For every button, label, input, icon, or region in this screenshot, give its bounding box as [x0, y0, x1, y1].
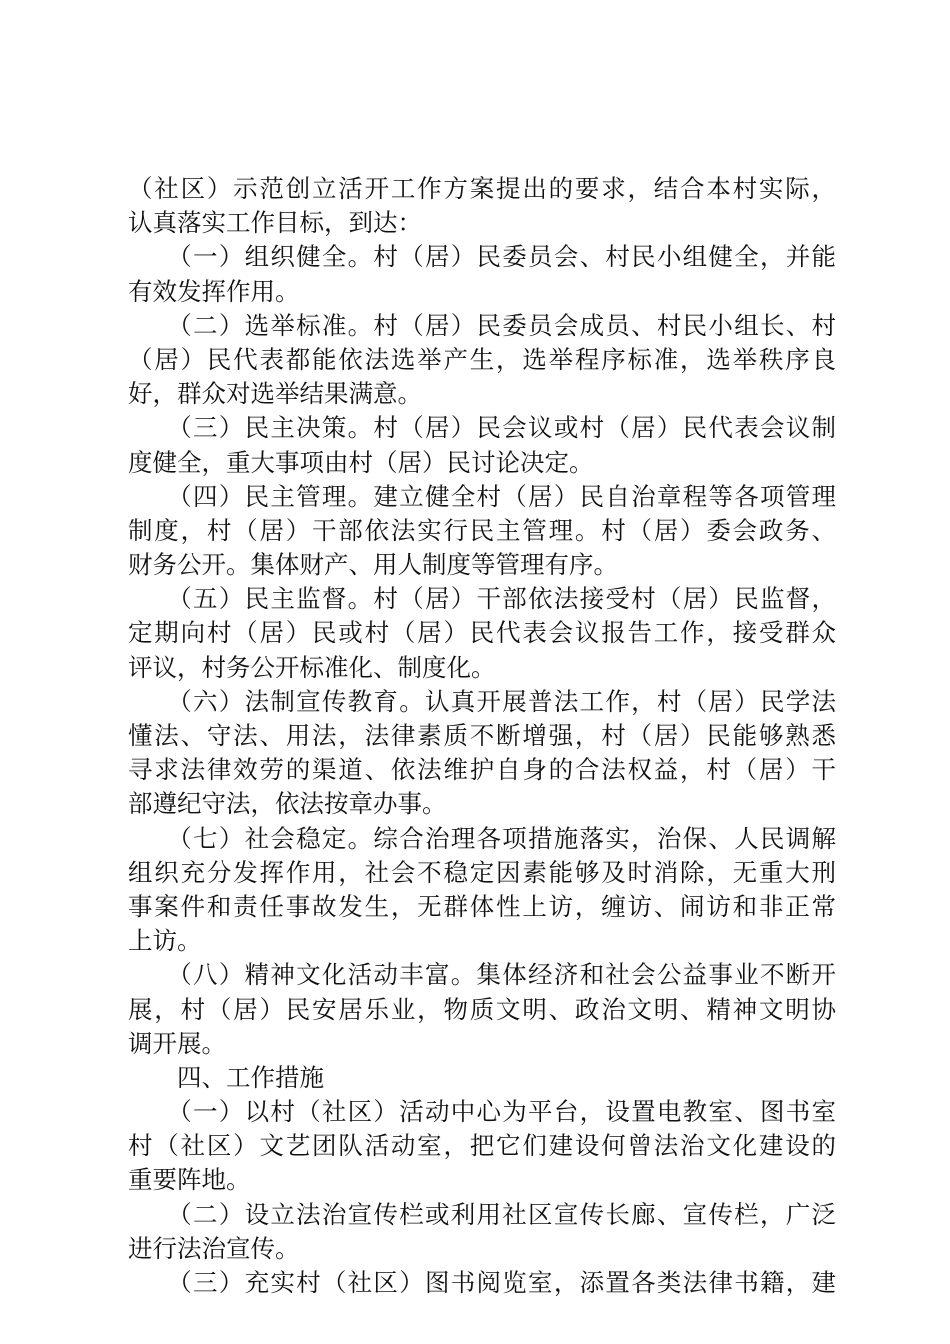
text-line: 上访。: [128, 926, 202, 956]
text-line: 寻求法律效劳的渠道、依法维护自身的合法权益，村（居）干: [128, 755, 836, 785]
text-line: （二）选举标准。村（居）民委员会成员、村民小组长、村: [128, 310, 836, 340]
text-line: 好，群众对选举结果满意。: [128, 379, 422, 409]
text-line: （三）充实村（社区）图书阅览室，添置各类法律书籍，建: [128, 1268, 836, 1297]
text-line: 事案件和责任事故发生，无群体性上访，缠访、闹访和非正常: [128, 891, 836, 921]
text-line: 重要阵地。: [128, 1165, 251, 1195]
text-line: 有效发挥作用。: [128, 276, 300, 306]
text-line: （八）精神文化活动丰富。集体经济和社会公益事业不断开: [128, 960, 836, 990]
text-line: 村（社区）文艺团队活动室，把它们建设何曾法治文化建设的: [128, 1131, 836, 1161]
text-line: 制度，村（居）干部依法实行民主管理。村（居）委会政务、: [128, 515, 836, 545]
text-line: （三）民主决策。村（居）民会议或村（居）民代表会议制: [128, 413, 836, 443]
text-line: 懂法、守法、用法，法律素质不断增强，村（居）民能够熟悉: [128, 721, 836, 750]
text-line: 部遵纪守法，依法按章办事。: [128, 789, 447, 819]
text-line: （六）法制宣传教育。认真开展普法工作，村（居）民学法: [128, 686, 836, 716]
text-line: （社区）示范创立活开工作方案提出的要求，结合本村实际，: [128, 174, 836, 203]
text-line: 组织充分发挥作用，社会不稳定因素能够及时消除，无重大刑: [128, 857, 836, 887]
text-line: （四）民主管理。建立健全村（居）民自治章程等各项管理: [128, 481, 836, 511]
text-line: 度健全，重大事项由村（居）民讨论决定。: [128, 447, 594, 477]
text-line: 调开展。: [128, 1028, 226, 1058]
section-heading: 四、工作措施: [128, 1062, 324, 1092]
text-line: 展，村（居）民安居乐业，物质文明、政治文明、精神文明协: [128, 994, 836, 1024]
text-line: 定期向村（居）民或村（居）民代表会议报告工作，接受群众: [128, 618, 836, 648]
text-line: （七）社会稳定。综合治理各项措施落实，治保、人民调解: [128, 823, 836, 853]
text-line: （居）民代表都能依法选举产生，选举程序标准，选举秩序良: [128, 344, 836, 374]
document-body: [128, 172, 836, 1300]
text-line: （一）以村（社区）活动中心为平台，设置电教室、图书室: [128, 1097, 836, 1127]
text-line: 财务公开。集体财产、用人制度等管理有序。: [128, 550, 618, 580]
text-line: 认真落实工作目标，到达：: [128, 208, 422, 238]
text-line: 评议，村务公开标准化、制度化。: [128, 652, 496, 682]
text-line: （五）民主监督。村（居）干部依法接受村（居）民监督，: [128, 584, 836, 614]
text-line: （二）设立法治宣传栏或利用社区宣传长廊、宣传栏，广泛: [128, 1199, 836, 1229]
text-line: 进行法治宣传。: [128, 1233, 300, 1263]
text-line: （一）组织健全。村（居）民委员会、村民小组健全，并能: [128, 242, 836, 272]
